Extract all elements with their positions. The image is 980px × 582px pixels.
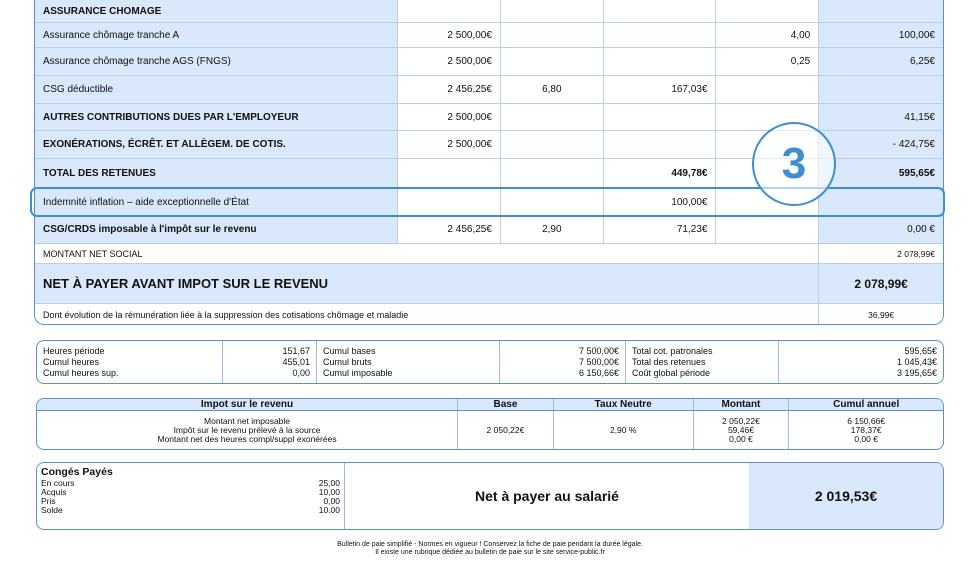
table-row (35, 48, 943, 76)
conges-label: Pris (41, 496, 56, 506)
row-label: AUTRES CONTRIBUTIONS DUES PAR L'EMPLOYEUR (35, 104, 398, 130)
cumul-label: Cumul bases (323, 346, 376, 356)
cumul-value: 0,00 (292, 368, 310, 378)
conges-value: 0,00 (323, 496, 340, 506)
row-label: CSG/CRDS imposable à l'impôt sur le revenu (35, 216, 398, 243)
row-base: 2 500,00€ (398, 48, 501, 75)
impot-cumul: 6 150,66€ (847, 415, 886, 426)
conges-value: 10.00 (318, 505, 340, 515)
cumul-label: Cumul heures sup. (43, 368, 119, 378)
row-montant-patronal: 595,65€ (819, 159, 943, 188)
row-label: CSG déductible (35, 76, 398, 103)
net-avant-impot-label: NET À PAYER AVANT IMPOT SUR LE REVENU (35, 264, 819, 303)
net-social-value: 2 078,99€ (819, 244, 943, 263)
cumul-value: 7 500,00€ (578, 357, 619, 367)
row-taux-salarial: 2,90 (501, 216, 604, 243)
step-marker (752, 122, 836, 206)
impot-base-value: 2 050,22€ (486, 424, 525, 435)
cumul-value: 7 500,00€ (578, 346, 619, 356)
row-taux-patronal: 0,25 (716, 48, 819, 75)
conges-line (41, 497, 340, 506)
footer-line: Bulletin de paie simplifié - Normes en vigueur ! Conservez la fiche de paie pendant la durée légale. (337, 541, 643, 548)
net-social-row (35, 244, 943, 264)
table-row (35, 76, 943, 104)
conges-value: 25,00 (318, 478, 340, 488)
row-label: Indemnité inflation – aide exceptionnelle d'État (35, 189, 398, 215)
row-montant-patronal: 0,00 € (819, 216, 943, 243)
conges-title: Congés Payés (41, 466, 113, 478)
impot-label: Impôt sur le revenu prélevé à la source (173, 424, 321, 435)
row-montant-salarial: 100,00€ (604, 189, 717, 215)
row-montant-salarial: 449,78€ (604, 159, 717, 188)
impot-montants (694, 411, 790, 449)
cumul-label: Heures période (43, 346, 105, 356)
row-label: Assurance chômage tranche AGS (FNGS) (35, 48, 398, 75)
row-base: 2 500,00€ (398, 104, 501, 130)
row-base: 2 500,00€ (398, 131, 501, 158)
totaux-values (779, 341, 943, 383)
evolution-row (35, 304, 943, 325)
cumul-label: Coût global période (632, 368, 711, 378)
evolution-value: 36,99€ (819, 304, 943, 325)
impot-body (37, 411, 943, 449)
row-base: 2 500,00€ (398, 23, 501, 47)
conges-value: 10,00 (318, 487, 340, 497)
table-row (35, 23, 943, 48)
row-montant-salarial: 71,23€ (604, 216, 717, 243)
impot-header-cell: Montant (694, 399, 790, 410)
conges-label: Acquis (41, 487, 67, 497)
row-label: TOTAL DES RETENUES (35, 159, 398, 188)
conges-line (41, 506, 340, 515)
impot-cumul: 0,00 € (854, 433, 878, 444)
cumul-label: Cumul heures (43, 357, 100, 367)
cumul-value: 455,01 (282, 357, 310, 367)
cumul-value: 6 150,66€ (578, 368, 619, 378)
cumuls-box (36, 340, 944, 384)
row-montant-patronal: 6,25€ (819, 48, 943, 75)
impot-cumuls (789, 411, 943, 449)
conges-payes (37, 463, 345, 529)
cumul-value: 1 045,43€ (896, 357, 937, 367)
impot-taux (554, 411, 694, 449)
impot-table (36, 398, 944, 450)
conges-label: En cours (41, 478, 75, 488)
conges-label: Solde (41, 505, 63, 515)
table-row (35, 0, 943, 23)
heures-values (223, 341, 317, 383)
impot-labels (37, 411, 458, 449)
cumul-label: Cumul imposable (323, 368, 393, 378)
bases-labels (317, 341, 500, 383)
impot-label: Montant net imposable (204, 415, 291, 426)
row-label: EXONÉRATIONS, ÉCRÊT. ET ALLÈGEM. DE COTIS. (35, 131, 398, 158)
cumul-label: Total des retenues (632, 357, 706, 367)
cumul-value: 595,65€ (904, 346, 937, 356)
net-social-label: MONTANT NET SOCIAL (35, 244, 819, 263)
impot-taux-value: 2,90 % (609, 424, 637, 435)
impot-base (458, 411, 554, 449)
cumul-label: Total cot. patronales (632, 346, 713, 356)
cumul-label: Cumul bruts (323, 357, 372, 367)
cumul-value: 151,67 (282, 346, 310, 356)
row-base: 2 456,25€ (398, 216, 501, 243)
table-row (35, 216, 943, 244)
net-avant-impot-value: 2 078,99€ (819, 264, 943, 303)
impot-header-cell: Base (458, 399, 554, 410)
row-label: Assurance chômage tranche A (35, 23, 398, 47)
impot-header-cell: Impot sur le revenu (37, 399, 458, 410)
conges-line (41, 479, 340, 488)
row-taux-salarial: 6,80 (501, 76, 604, 103)
bases-values (500, 341, 626, 383)
footer-note (0, 541, 980, 557)
step-number: 3 (781, 139, 807, 188)
footer-line: Il existe une rubrique dédiée au bulletin de paie sur le site service-public.fr (375, 549, 605, 556)
conges-line (41, 488, 340, 497)
impot-cumul: 178,37€ (850, 424, 882, 435)
net-avant-impot-row (35, 264, 943, 304)
cumul-value: 3 195,65€ (896, 368, 937, 378)
impot-montant: 2 050,22€ (722, 415, 760, 426)
evolution-label: Dont évolution de la rémunération liée à la suppression des cotisations chômage et maladie (35, 304, 819, 325)
net-salarie-value: 2 019,53€ (749, 463, 943, 529)
net-salarie-label: Net à payer au salarié (475, 488, 619, 504)
heures-labels (37, 341, 223, 383)
totaux-labels (626, 341, 779, 383)
row-base: 2 456,25€ (398, 76, 501, 103)
row-montant-patronal: 41,15€ (819, 104, 943, 130)
row-taux-patronal: 4,00 (716, 23, 819, 47)
conges-box (36, 462, 944, 530)
row-montant-patronal: 100,00€ (819, 23, 943, 47)
impot-header-cell: Cumul annuel (833, 399, 900, 410)
row-label: ASSURANCE CHOMAGE (35, 0, 398, 22)
row-montant-patronal: - 424,75€ (819, 131, 943, 158)
impot-header (37, 399, 943, 411)
impot-label: Montant net des heures compl/suppl exonérées (157, 433, 337, 444)
impot-header-cell: Taux Neutre (554, 399, 694, 410)
impot-montant: 59,46€ (727, 424, 754, 435)
row-montant-salarial: 167,03€ (604, 76, 717, 103)
impot-montant: 0,00 € (729, 433, 753, 444)
